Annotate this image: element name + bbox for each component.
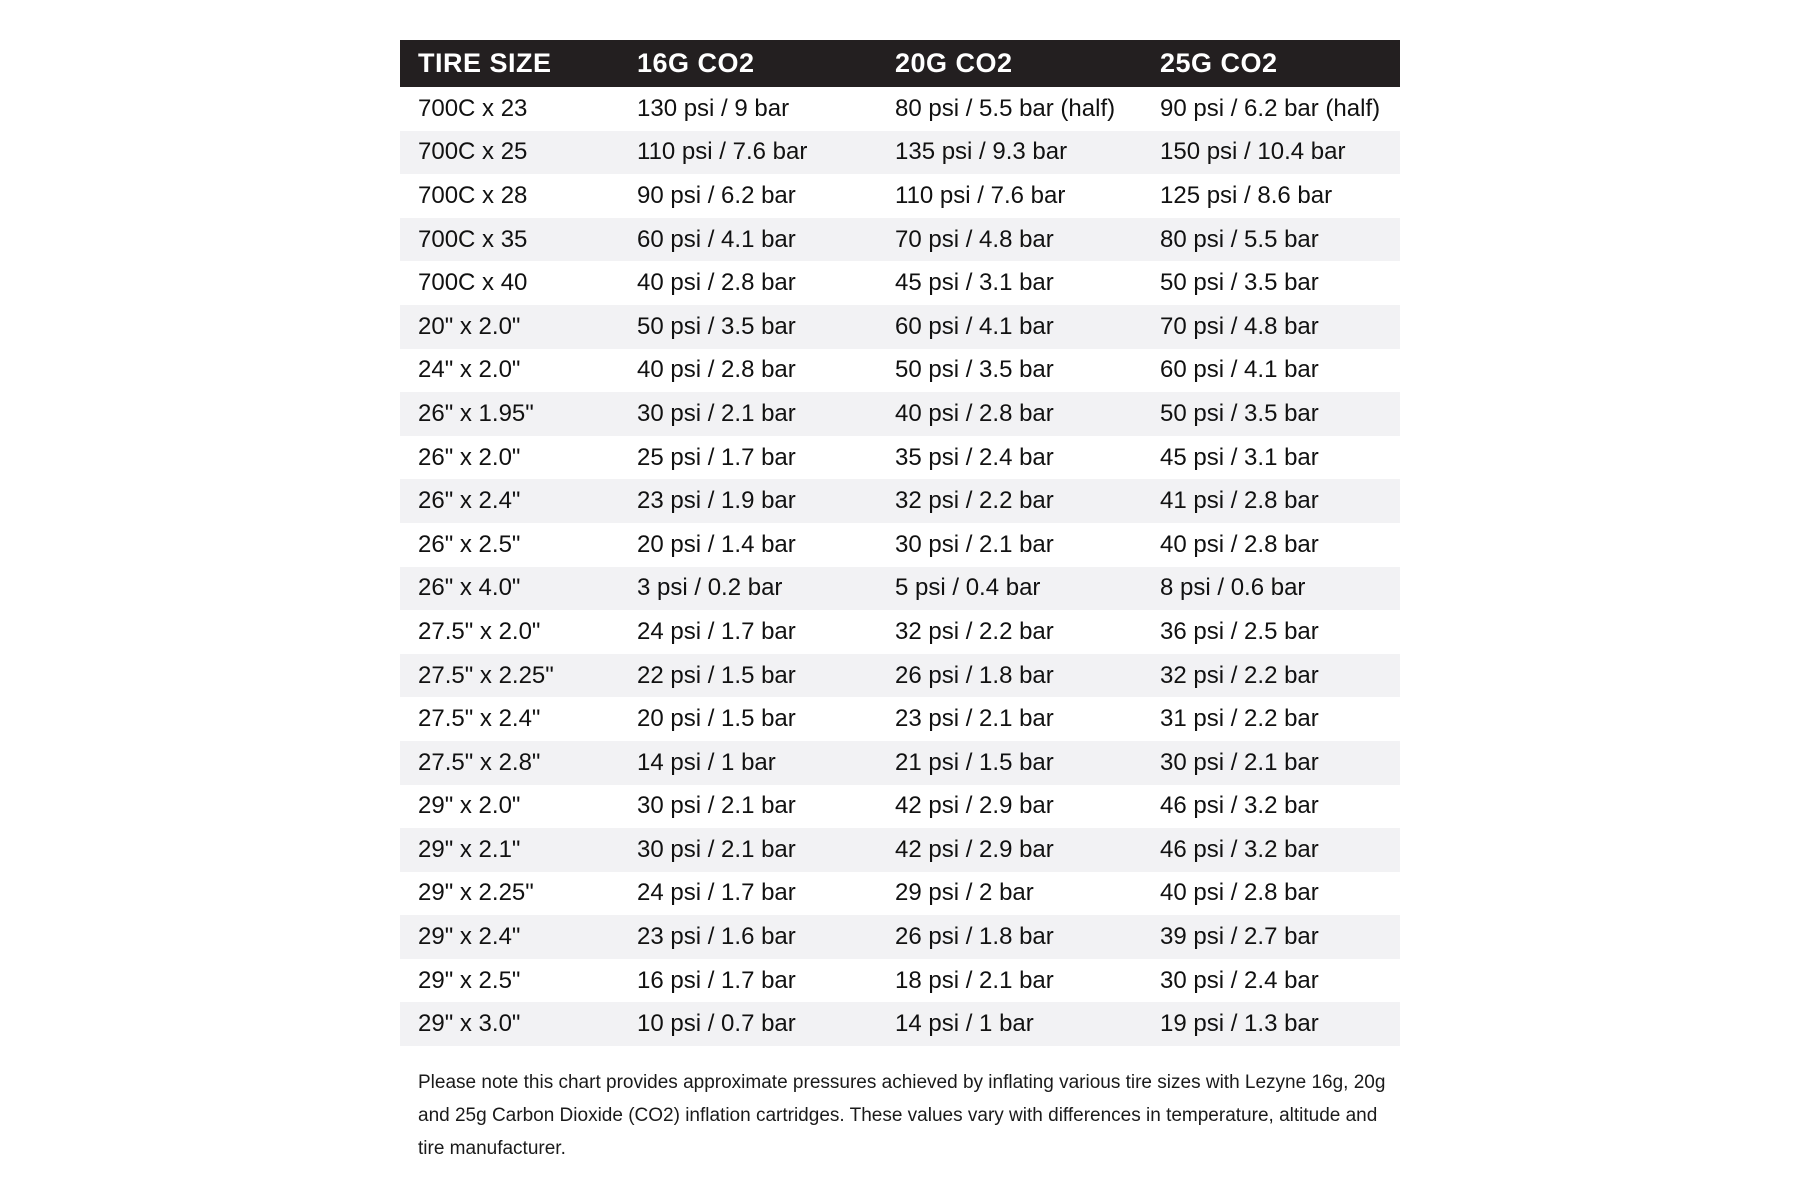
co2-25g-cell: 90 psi / 6.2 bar (half) [1160, 94, 1381, 122]
table-row [400, 392, 1400, 436]
tire-size-cell: 26" x 2.5" [418, 530, 521, 558]
table-row [400, 349, 1400, 393]
header-20g-co2: 20G CO2 [877, 40, 1142, 87]
co2-16g-cell: 30 psi / 2.1 bar [637, 792, 796, 820]
co2-16g-cell: 24 psi / 1.7 bar [637, 617, 796, 645]
tire-size-cell: 27.5" x 2.0" [418, 617, 541, 645]
table-row [400, 305, 1400, 349]
table-row [400, 654, 1400, 698]
co2-20g-cell: 26 psi / 1.8 bar [877, 654, 1142, 698]
co2-16g-cell: 40 psi / 2.8 bar [637, 356, 796, 384]
co2-20g-cell: 60 psi / 4.1 bar [877, 305, 1142, 349]
table-row [400, 218, 1400, 262]
tire-size-cell: 20" x 2.0" [400, 305, 619, 349]
header-row [400, 40, 1400, 87]
table-row [400, 479, 1400, 523]
co2-20g-cell: 26 psi / 1.8 bar [877, 915, 1142, 959]
co2-16g-cell: 14 psi / 1 bar [619, 741, 877, 785]
co2-16g-cell: 16 psi / 1.7 bar [637, 966, 796, 994]
tire-size-cell: 26" x 2.4" [400, 479, 619, 523]
co2-20g-cell: 29 psi / 2 bar [895, 879, 1034, 907]
tire-size-cell: 26" x 2.0" [418, 443, 521, 471]
tire-size-cell: 26" x 1.95" [400, 392, 619, 436]
co2-25g-cell: 70 psi / 4.8 bar [1142, 305, 1400, 349]
co2-20g-cell: 30 psi / 2.1 bar [895, 530, 1054, 558]
co2-25g-cell: 50 psi / 3.5 bar [1142, 392, 1400, 436]
table-row [400, 261, 1400, 305]
co2-16g-cell: 60 psi / 4.1 bar [619, 218, 877, 262]
tire-size-cell: 29" x 2.4" [400, 915, 619, 959]
tire-size-cell: 27.5" x 2.8" [400, 741, 619, 785]
header-16g-co2: 16G CO2 [619, 40, 877, 87]
co2-16g-cell: 25 psi / 1.7 bar [637, 443, 796, 471]
co2-20g-cell: 32 psi / 2.2 bar [877, 479, 1142, 523]
co2-20g-cell: 70 psi / 4.8 bar [877, 218, 1142, 262]
co2-25g-cell: 46 psi / 3.2 bar [1160, 792, 1319, 820]
co2-16g-cell: 20 psi / 1.5 bar [637, 705, 796, 733]
co2-16g-cell: 23 psi / 1.9 bar [619, 479, 877, 523]
co2-16g-cell: 30 psi / 2.1 bar [619, 392, 877, 436]
tire-size-cell: 26" x 4.0" [400, 567, 619, 611]
co2-25g-cell: 31 psi / 2.2 bar [1160, 705, 1319, 733]
co2-25g-cell: 8 psi / 0.6 bar [1142, 567, 1400, 611]
co2-16g-cell: 30 psi / 2.1 bar [619, 828, 877, 872]
tire-size-cell: 29" x 2.25" [418, 879, 534, 907]
co2-25g-cell: 30 psi / 2.4 bar [1160, 966, 1319, 994]
table-row [400, 697, 1400, 741]
co2-16g-cell: 110 psi / 7.6 bar [619, 131, 877, 175]
co2-20g-cell: 135 psi / 9.3 bar [877, 131, 1142, 175]
co2-25g-cell: 125 psi / 8.6 bar [1160, 181, 1333, 209]
co2-20g-cell: 32 psi / 2.2 bar [895, 617, 1054, 645]
co2-20g-cell: 35 psi / 2.4 bar [895, 443, 1054, 471]
pressure-table [400, 40, 1400, 1046]
co2-16g-cell: 130 psi / 9 bar [637, 94, 790, 122]
co2-16g-cell: 90 psi / 6.2 bar [637, 181, 796, 209]
co2-20g-cell: 50 psi / 3.5 bar [895, 356, 1054, 384]
co2-20g-cell: 18 psi / 2.1 bar [895, 966, 1054, 994]
co2-25g-cell: 60 psi / 4.1 bar [1160, 356, 1319, 384]
table-row [400, 87, 1400, 131]
table-row [400, 610, 1400, 654]
table-row [400, 523, 1400, 567]
co2-16g-cell: 20 psi / 1.4 bar [637, 530, 796, 558]
table-row [400, 1002, 1400, 1046]
co2-16g-cell: 22 psi / 1.5 bar [619, 654, 877, 698]
co2-16g-cell: 3 psi / 0.2 bar [619, 567, 877, 611]
co2-16g-cell: 50 psi / 3.5 bar [619, 305, 877, 349]
tire-size-cell: 700C x 40 [418, 269, 528, 297]
co2-25g-cell: 39 psi / 2.7 bar [1142, 915, 1400, 959]
tire-size-cell: 27.5" x 2.4" [418, 705, 541, 733]
co2-25g-cell: 150 psi / 10.4 bar [1142, 131, 1400, 175]
tire-size-cell: 24" x 2.0" [418, 356, 521, 384]
header-25g-co2: 25G CO2 [1142, 40, 1400, 87]
co2-25g-cell: 80 psi / 5.5 bar [1142, 218, 1400, 262]
table-header [400, 40, 1400, 87]
co2-20g-cell: 80 psi / 5.5 bar (half) [895, 94, 1116, 122]
co2-20g-cell: 42 psi / 2.9 bar [895, 792, 1054, 820]
co2-16g-cell: 40 psi / 2.8 bar [637, 269, 796, 297]
tire-size-cell: 700C x 23 [418, 94, 528, 122]
table-body [400, 87, 1400, 1046]
table-row [400, 741, 1400, 785]
table-row [400, 174, 1400, 218]
table-row [400, 828, 1400, 872]
table-row [400, 436, 1400, 480]
co2-20g-cell: 21 psi / 1.5 bar [877, 741, 1142, 785]
co2-25g-cell: 30 psi / 2.1 bar [1142, 741, 1400, 785]
co2-25g-cell: 40 psi / 2.8 bar [1160, 879, 1319, 907]
tire-size-cell: 700C x 35 [400, 218, 619, 262]
co2-16g-cell: 24 psi / 1.7 bar [637, 879, 796, 907]
co2-20g-cell: 110 psi / 7.6 bar [895, 181, 1066, 209]
co2-25g-cell: 45 psi / 3.1 bar [1160, 443, 1319, 471]
tire-size-cell: 700C x 25 [400, 131, 619, 175]
table-row [400, 959, 1400, 1003]
co2-20g-cell: 5 psi / 0.4 bar [877, 567, 1142, 611]
table-row [400, 872, 1400, 916]
co2-20g-cell: 45 psi / 3.1 bar [895, 269, 1054, 297]
co2-20g-cell: 14 psi / 1 bar [877, 1002, 1142, 1046]
header-tire-size: TIRE SIZE [400, 40, 619, 87]
table-row [400, 567, 1400, 611]
co2-pressure-chart [400, 40, 1400, 1165]
co2-20g-cell: 42 psi / 2.9 bar [877, 828, 1142, 872]
table-row [400, 785, 1400, 829]
co2-16g-cell: 23 psi / 1.6 bar [619, 915, 877, 959]
tire-size-cell: 29" x 2.5" [418, 966, 521, 994]
tire-size-cell: 700C x 28 [418, 181, 528, 209]
tire-size-cell: 29" x 2.0" [418, 792, 521, 820]
co2-20g-cell: 40 psi / 2.8 bar [877, 392, 1142, 436]
co2-25g-cell: 41 psi / 2.8 bar [1142, 479, 1400, 523]
co2-25g-cell: 50 psi / 3.5 bar [1160, 269, 1319, 297]
co2-25g-cell: 36 psi / 2.5 bar [1160, 617, 1319, 645]
co2-25g-cell: 32 psi / 2.2 bar [1142, 654, 1400, 698]
table-row [400, 915, 1400, 959]
co2-25g-cell: 19 psi / 1.3 bar [1142, 1002, 1400, 1046]
co2-16g-cell: 10 psi / 0.7 bar [619, 1002, 877, 1046]
tire-size-cell: 27.5" x 2.25" [400, 654, 619, 698]
co2-20g-cell: 23 psi / 2.1 bar [895, 705, 1054, 733]
table-row [400, 131, 1400, 175]
chart-footnote: Please note this chart provides approximate pressures achieved by inflating various tire sizes with Lezyne 16g, 20g and 25g Carbon Dioxide (CO2) inflation cartridges. These values vary with differences in temperature, altitude and tire manufacturer. [418, 1072, 1386, 1160]
tire-size-cell: 29" x 2.1" [400, 828, 619, 872]
tire-size-cell: 29" x 3.0" [400, 1002, 619, 1046]
co2-25g-cell: 46 psi / 3.2 bar [1142, 828, 1400, 872]
co2-25g-cell: 40 psi / 2.8 bar [1160, 530, 1319, 558]
